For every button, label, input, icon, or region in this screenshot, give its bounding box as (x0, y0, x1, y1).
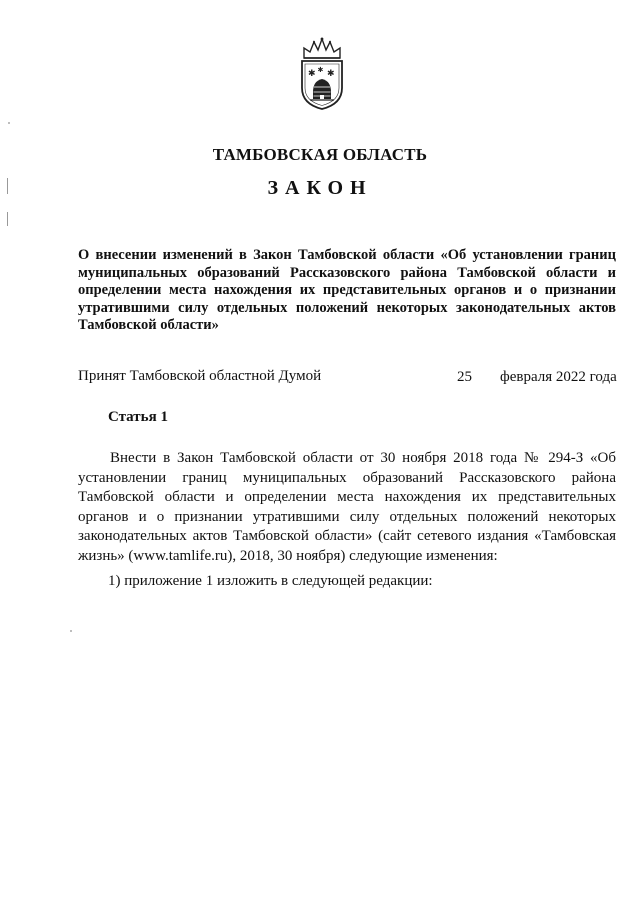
document-type: ЗАКОН (267, 177, 373, 199)
article-heading: Статья 1 (108, 409, 168, 425)
article-item-1: 1) приложение 1 изложить в следующей редакции: (108, 573, 433, 589)
scan-speck (70, 630, 72, 632)
scan-margin-mark (7, 212, 8, 226)
svg-text:✱: ✱ (327, 68, 335, 78)
svg-text:✱: ✱ (308, 68, 316, 78)
scan-speck (8, 122, 10, 124)
svg-text:✱: ✱ (317, 66, 324, 74)
tambov-oblast-coat-of-arms-icon (296, 36, 348, 112)
adoption-statement: Принят Тамбовской областной Думой (78, 368, 322, 384)
article-paragraph: Внести в Закон Тамбовской области от 30 ноября 2018 года № 294-З «Об установлении границ муниципальных образований Рассказовского района Тамбовской области и определении места нахождения их представительных органов и о признании утратившими силу отдельных положений некоторых законодательных актов Тамбовской области» (сайт сетевого издания «Тамбовская жизнь» (www.tamlife.ru), 2018, 30 ноября) следующие изменения: (78, 450, 616, 564)
article-body (78, 449, 616, 566)
law-title: О внесении изменений в Закон Тамбовской области «Об установлении границ муниципальных образований Рассказовского района Тамбовской области и определении места нахождения их представительных органов и о признании утратившими силу отдельных положений некоторых законодательных актов Тамбовской области» (78, 247, 616, 333)
adoption-month-year: февраля 2022 года (500, 369, 617, 385)
adoption-day: 25 (457, 369, 472, 385)
region-name: ТАМБОВСКАЯ ОБЛАСТЬ (212, 145, 428, 164)
